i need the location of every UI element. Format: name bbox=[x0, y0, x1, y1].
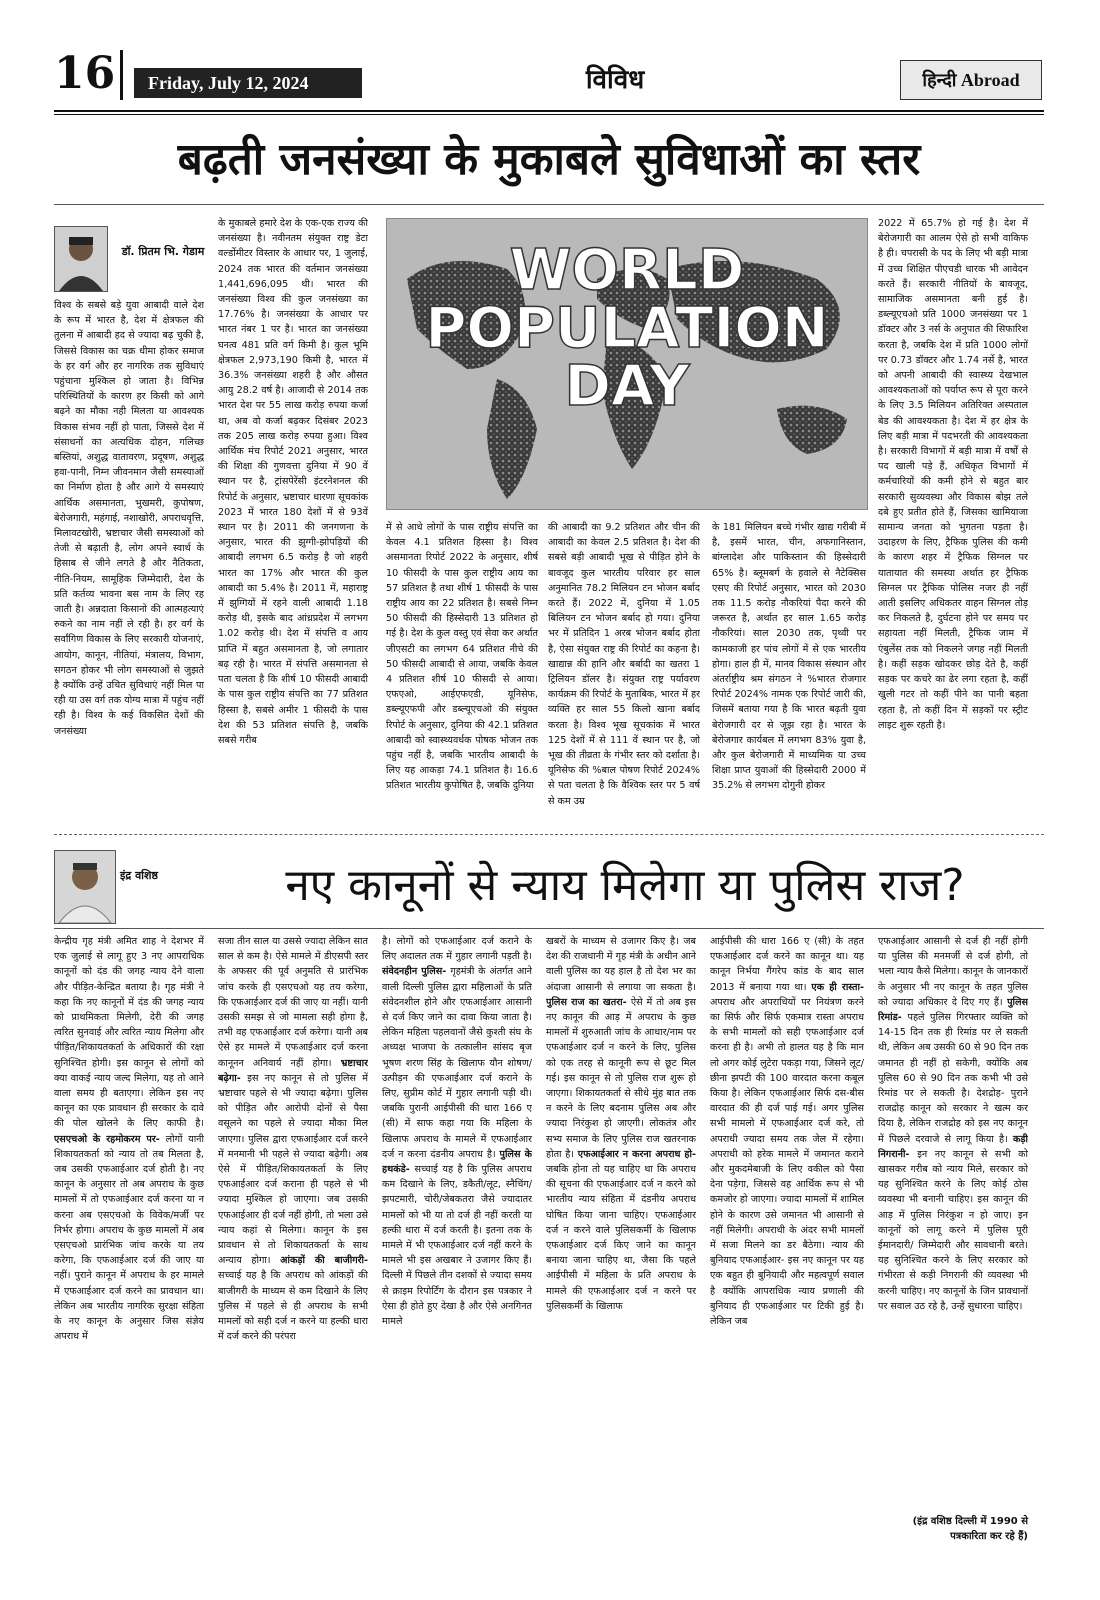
body-text: जबकि होना तो यह चाहिए था कि अपराध की सूचना की एफआईआर दर्ज न करने को भारतीय न्याय संहिता में दंडनीय अपराध घोषित किया जाना चाहिए। एफआईआर दर्ज न करने वाले पुलिसकर्मी के खिलाफ एफआईआर दर्ज किए जाने का कानून बनाया जाना चाहिए था, जैसा कि पहले आईपीसी में महिला के प्रति अपराध के मामले की एफआईआर दर्ज न करने पर पुलिसकर्मी के खिलाफ bbox=[546, 1164, 696, 1312]
body-text: ऐसे में तो अब इस नए कानून की आड़ में अपराध के कुछ मामलों में शुरुआती जांच के आधार/नाम पर एफआईआर दर्ज न करने के लिए, पुलिस को एक तरह से कानूनी रूप से छूट मिल गई। इस कानून से तो पुलिस राज शुरू हो जाएगा। शिकायतकर्ता से सीधे मुंह बात तक न करने के लिए बदनाम पुलिस अब और ज्यादा निरंकुश हो जाएगी। लोकतंत्र और सभ्य समाज के लिए पुलिस राज खतरनाक होता है। bbox=[546, 996, 696, 1160]
article2-column-1 bbox=[54, 934, 204, 1546]
page-number: 16 bbox=[54, 48, 116, 99]
article2-column-6 bbox=[878, 934, 1028, 1509]
body-text: सच्चाई यह है कि अपराध को आंकड़ों की बाजीगरी के माध्यम से कम दिखाने के लिए पुलिस में पहले से ही अपराध के सभी मामलों को सही दर्ज न करने या हल्की धारा में दर्ज करने की परंपरा bbox=[218, 1270, 368, 1343]
article2-column-text bbox=[54, 934, 204, 1344]
article2-headline: नए कानूनों से न्याय मिलेगा या पुलिस राज? bbox=[285, 860, 965, 911]
body-text: केन्द्रीय गृह मंत्री अमित शाह ने देशभर में एक जुलाई से लागू हुए 3 नए आपराधिक कानूनों को दंड की जगह न्याय देने वाला और पीड़ित-केन्द्रित बताया है। गृह मंत्री ने कहा कि नए कानूनों में दंड की जगह न्याय को प्राथमिकता मिलेगी, देरी की जगह त्वरित सुनवाई और त्वरित न्याय मिलेगा और पीड़ित/शिकायतकर्ता के अधिकारों की रक्षा सुनिश्चित होगी। इस कानून से लोगों को क्या वाकई न्याय जल्द मिलेगा, यह तो आने वाला समय ही बताएगा। लेकिन इस नए कानून का एक प्रावधान ही सरकार के दावे की पोल खोलने के लिए काफी है। bbox=[54, 936, 204, 1130]
article1-col3-text: में से आधे लोगों के पास राष्ट्रीय संपत्ति का केवल 4.1 प्रतिशत हिस्सा है। विश्व असमानता रिपोर्ट 2022 के अनुसार, शीर्ष 10 फीसदी के पास कुल राष्ट्रीय आय का 57 प्रतिशत है तथा शीर्ष 1 फीसदी के पास राष्ट्रीय आय का 22 प्रतिशत है। सबसे निम्न 50 फीसदी की हिस्सेदारी 13 प्रतिशत हो गई है। देश के कुल वस्तु एवं सेवा कर अर्थात जीएसटी का लगभग 64 प्रतिशत नीचे की 50 फीसदी आबादी से आया, जबकि केवल 4 प्रतिशत शीर्ष 10 फीसदी से आया। एफएओ, आईएफएडी, यूनिसेफ, डब्ल्यूएफपी और डब्ल्यूएचओ की संयुक्त रिपोर्ट के अनुसार, दुनिया की 42.1 प्रतिशत आबादी को स्वास्थ्यवर्धक पोषक भोजन तक पहुंच नहीं है, जबकि भारतीय आबादी के लिए यह आकड़ा 74.1 प्रतिशत है। 16.6 प्रतिशत भारतीय कुपोषित है, जबकि दुनिया bbox=[386, 522, 538, 792]
article1-col1-text: विश्व के सबसे बड़े युवा आबादी वाले देश के रूप में भारत है, देश में क्षेत्रफल की तुलना में आबादी हद से ज्यादा बढ़ चुकी है, जिससे विकास का चक्र धीमा होकर समाज के हर वर्ग और हर नागरिक तक सुविधाएं पहुंचाना मुश्किल हो जाता है। विभिन्न परिस्थितियों के कारण हर किसी को आगे बढ़ने का मौका नही मिलता या आवश्यक विकास संभव नहीं हो पाता, जिससे देश में संसाधनों का अत्यधिक दोहन, गलिच्छ बस्तियां, अशुद्ध वातावरण, प्रदूषण, अशुद्ध हवा-पानी, निम्न जीवनमान जैसी समस्याओं का निर्माण होता है और आगे ये समस्याएं आर्थिक असमानता, भुखमरी, कुपोषण, बेरोजगारी, महंगाई, नशाखोरी, अपराधवृत्ति, मिलावटखोरी, भ्रष्टाचार जैसी समस्याओं को तेजी से बढ़ाती है, लोग अपने स्वार्थ के हिसाब से जीने लगते है और नैतिकता, नीति-नियम, सामूहिक जिम्मेदारी, देश के प्रति कर्तव्य भावना बस नाम के लिए रह जाती है। अन्नदाता किसानो की आत्महत्याएं रुकने का नाम नहीं ले रही है। हर वर्ग के सर्वांगिण विकास के लिए सरकारी योजनाएं, आयोग, कानून, नीतियां, मंत्रालय, विभाग, सगठन होकर भी लोग समस्याओं से जुझते है क्योंकि उन्हें उचित सुविधाएं नहीं मिल पा रही या उस वर्ग तक योग्य मात्रा में पहुंच नहीं रही है। विश्व के कई विकसित देशों की जनसंख्या bbox=[54, 300, 204, 737]
section-divider bbox=[54, 834, 1044, 835]
subheading: संवेदनहीन पुलिस- bbox=[382, 966, 451, 978]
article2-column-text bbox=[218, 934, 368, 1344]
body-text: अपराध और अपराधियों पर नियंत्रण करने का सिर्फ और सिर्फ एकमात्र रास्ता अपराध के सभी मामलों को सही एफआईआर दर्ज करना ही है। अभी तो हालत यह है कि मान लो अगर कोई लुटेरा पकड़ा गया, जिसने लूट/छीना झपटी की 100 वारदात करना कबूल किया है। लेकिन एफआईआर सिर्फ दस-बीस वारदात की ही दर्ज पाई गई। अगर पुलिस सभी मामलो में एफआईआर दर्ज करे, तो अपराधी ज्यादा समय तक जेल में रहेगा। अपराधी को हरेक मामले में जमानत कराने और मुकदमेबाजी के लिए वकील को पैसा देना पड़ेगा, जिससे वह आर्थिक रूप से भी कमजोर हो जाएगा। ज्यादा मामलों में शामिल होने के कारण उसे जमानत भी आसानी से नहीं मिलेगी। अपराधी के अंदर सभी मामलों में सजा मिलने का डर बैठेगा। न्याय की बुनियाद एफआईआर- इस नए कानून पर यह एक बहुत ही बुनियादी और महत्वपूर्ण सवाल है क्योंकि आपराधिक न्याय प्रणाली की बुनियाद ही एफआईआर पर टिकी हुई है। लेकिन जब bbox=[710, 996, 864, 1328]
article2-column-text bbox=[546, 934, 696, 1314]
world-map-graphic bbox=[387, 219, 867, 509]
article1-col4-text: की आबादी का 9.2 प्रतिशत और चीन की आबादी का केवल 2.5 प्रतिशत है। देश की सबसे बड़ी आबादी भूख से पीड़ित होने के बावजूद कुल भारतीय परिवार हर साल अनुमानित 78.2 मिलियन टन भोजन बर्बाद करते हैं। 2022 में, दुनिया में 1.05 बिलियन टन भोजन बर्बाद हो गया। दुनिया भर में प्रतिदिन 1 अरब भोजन बर्बाद होता है, ऐसा संयुक्त राष्ट्र की रिपोर्ट का कहना है। खाद्यान्न की हानि और बर्बादी का खतरा 1 ट्रिलियन डॉलर है। संयुक्त राष्ट्र पर्यावरण कार्यक्रम की रिपोर्ट के मुताबिक, भारत में हर व्यक्ति हर साल 55 किलो खाना बर्बाद करता है। विश्व भूख सूचकांक में भारत 125 देशों में से 111 वें स्थान पर है, जो भूख की तीव्रता के गंभीर स्तर को दर्शाता है। यूनिसेफ की %बाल पोषण रिपोर्ट 2024% से पता चलता है कि वैश्विक स्तर पर 5 वर्ष से कम उम्र bbox=[548, 522, 700, 807]
article1-headline: बढ़ती जनसंख्या के मुकाबले सुविधाओं का स्तर bbox=[177, 134, 921, 185]
body-text: सजा तीन साल या उससे ज्यादा लेकिन सात साल से कम है। ऐसे मामले में डीएसपी स्तर के अफसर की पूर्व अनुमति से प्रारंभिक जांच करके ही एसएचओ यह तय करेगा, कि एफआईआर दर्ज की जाए या नहीं। यानी उसकी समझ से जो मामला सही होगा है, तभी वह एफआईआर दर्ज करेगा। यानी अब ऐसे हर मामले में एफआईआर दर्ज करना कानूनन अनिवार्य नहीं होगा। bbox=[218, 936, 368, 1069]
body-text: पहले पुलिस गिरफ्तार व्यक्ति को 14-15 दिन तक ही रिमांड पर ले सकती थी, लेकिन अब उसकी 60 से 90 दिन तक जमानत ही नहीं हो सकेगी, क्योंकि अब पुलिस 60 से 90 दिन तक कभी भी उसे रिमांड पर ले सकती है। देशद्रोह- पुराने राजद्रोह कानून को सरकार ने खत्म कर दिया है, लेकिन राजद्रोह को इस नए कानून में पिछले दरवाजे से लागू किया है। bbox=[878, 1012, 1028, 1145]
article1-column-3 bbox=[386, 520, 538, 818]
body-text: गृहमंत्री के अंतर्गत आने वाली दिल्ली पुलिस द्वारा महिलाओं के प्रति संवेदनशील होने और एफआईआर आसानी से दर्ज किए जाने का दावा किया जाता है। लेकिन महिला पहलवानों जैसे कुश्ती संघ के अध्यक्ष भाजपा के तत्कालीन सांसद बृज भूषण शरण सिंह के खिलाफ यौन शोषण/ उत्पीड़न की एफआईआर दर्ज कराने के लिए, सुप्रीम कोर्ट में गुहार लगानी पड़ी थी। जबकि पुरानी आईपीसी की धारा 166 ए (सी) में साफ कहा गया कि महिला के खिलाफ अपराध के मामले में एफआईआर दर्ज न करना दंडनीय अपराध है। bbox=[382, 966, 532, 1160]
article2-column-text bbox=[382, 934, 532, 1329]
body-text: इस नए कानून से तो पुलिस में भ्रष्टाचार पहले से भी ज्यादा बढ़ेगा। पुलिस को पीड़ित और आरोपी दोनों से पैसा वसूलने का पहले से ज्यादा मौका मिल जाएगा। पुलिस द्वारा एफआईआर दर्ज करने में मनमानी भी पहले से ज्यादा बढ़ेगी। अब ऐसे में पीड़ित/शिकायतकर्ता के लिए एफआईआर दर्ज कराना ही पहले से भी ज्यादा मुश्किल हो जाएगा। जब उसकी एफआईआर ही दर्ज नहीं होगी, तो भला उसे न्याय कहां से मिलेगा। कानून के इस प्रावधान से तो शिकायतकर्ता के साथ अन्याय होगा। bbox=[218, 1072, 368, 1267]
brand-logo: हिन्दी Abroad bbox=[900, 60, 1042, 100]
section-title: विविध bbox=[585, 65, 645, 95]
article2-column-5 bbox=[710, 934, 864, 1546]
graphic-title-line2: POPULATION bbox=[425, 296, 829, 361]
body-text: आईपीसी की धारा 166 ए (सी) के तहत एफआईआर दर्ज करने का कानून था। यह कानून निर्भया गैंगरेप कांड के बाद साल 2013 में बनाया गया था। bbox=[710, 936, 864, 993]
article1-column-6 bbox=[878, 216, 1028, 818]
article1-rule bbox=[54, 204, 1044, 205]
article1-col2-text: के मुकाबले हमारे देश के एक-एक राज्य की जनसंख्या है। नवीनतम संयुक्त राष्ट्र डेटा वर्ल्डोमीटर विस्तार के आधार पर, 1 जुलाई, 2024 तक भारत की वर्तमान जनसंख्या 1,441,696,095 थी। भारत की जनसंख्या विश्व की कुल जनसंख्या का 17.76% है। जनसंख्या के आधार पर भारत नंबर 1 पर है। भारत का जनसंख्या घनत्व 481 प्रति वर्ग किमी है। कुल भूमि क्षेत्रफल 2,973,190 किमी है, भारत में 36.3% जनसंख्या शहरी है और औसत आयु 28.2 वर्ष है। आजादी से 2014 तक भारत देश पर 55 लाख करोड़ रुपया कर्जा था, अब वो कर्जा बढ़कर दिसंबर 2023 तक 205 लाख करोड़ रुपया हुआ। विश्व आर्थिक मंच रिपोर्ट 2021 अनुसार, भारत की शिक्षा की गुणवत्ता दुनिया में 90 वें स्थान पर है, ट्रांसपेरेंसी इंटरनेशनल की रिपोर्ट के अनुसार, भ्रष्टाचार धारणा सूचकांक 2023 में भारत 180 देशों में से 93वें स्थान पर है। 2011 की जनगणना के अनुसार, भारत की झुग्गी-झोपड़ियों की आबादी लगभग 6.5 करोड़ है जो शहरी भारत का 17% और भारत की कुल आबादी का 5.4% है। 2011 में, महाराष्ट्र में झुग्गियों में रहने वाली आबादी 1.18 करोड़ थी, इसके बाद आंध्रप्रदेश में लगभग 1.02 करोड़ थी। देश में संपत्ति व आय प्राप्ति में बहुत असमानता है, जो लगातार बढ़ रही है। भारत में संपत्ति असमानता से पता चलता है कि शीर्ष 10 फीसदी आबादी के पास कुल राष्ट्रीय संपत्ति का 77 प्रतिशत हिस्सा है, सबसे अमीर 1 फीसदी के पास देश की 53 प्रतिशत संपत्ति है, जबकि सबसे गरीब bbox=[218, 218, 368, 746]
article2-column-text bbox=[878, 934, 1028, 1314]
subheading: पुलिस रिमांड- bbox=[878, 996, 1028, 1024]
article2-column-4 bbox=[546, 934, 696, 1546]
article2-rule bbox=[54, 928, 1044, 929]
body-text: लोगों यानी शिकायतकर्ता को न्याय तो तब मिलता है, जब उसकी एफआईआर दर्ज होती है। नए कानून के अनुसार तो अब अपराध के कुछ मामलों में तो एफआईआर दर्ज करना या न करना अब एसएचओ के विवेक/मर्जी पर निर्भर होगा। अपराध के कुछ मामलों में अब एसएचओ प्रारंभिक जांच करके या तय करेगा, कि एफआईआर दर्ज की जाए या नहीं। पुराने कानून में अपराध के हर मामले में एफआईआर दर्ज करने का प्रावधान था। लेकिन अब भारतीय नागरिक सुरक्षा संहिता के नए कानून के अनुसार जिस संज्ञेय अपराध में bbox=[54, 1133, 204, 1343]
header-divider bbox=[120, 50, 123, 100]
subheading: पुलिस के हथकंडे- bbox=[382, 1148, 532, 1176]
header-rule-thin bbox=[54, 114, 1044, 115]
article1-author-name: डॉ. प्रितम भि. गेडाम bbox=[121, 245, 205, 258]
article2-author-photo bbox=[54, 850, 116, 924]
subheading: कड़ी निगरानी- bbox=[878, 1133, 1028, 1160]
body-text: खबरों के माध्यम से उजागर किए है। जब देश की राजधानी में गृह मंत्री के अधीन आने वाली पुलिस का यह हाल है तो देश भर का अंदाजा आसानी से लगाया जा सकता है। bbox=[546, 936, 696, 993]
issue-date: Friday, July 12, 2024 bbox=[134, 68, 362, 98]
article1-col5-text: के 181 मिलियन बच्चे गंभीर खाद्य गरीबी में है, इसमें भारत, चीन, अफगानिस्तान, बांग्लादेश और पाकिस्तान की हिस्सेदारी 65% है। ब्लूमबर्ग के हवाले से नैटेक्सिस एसए की रिपोर्ट अनुसार, भारत को 2030 तक 11.5 करोड़ नौकरियां पैदा करने की जरूरत है, अर्थात हर साल 1.65 करोड़ नौकरियां। साल 2030 तक, पृथ्वी पर कामकाजी हर पांच लोगों में से एक भारतीय होगा। हाल ही में, मानव विकास संस्थान और अंतर्राष्ट्रीय श्रम संगठन ने %भारत रोजगार रिपोर्ट 2024% नामक एक रिपोर्ट जारी की, जिसमें बताया गया है कि भारत बढ़ती युवा बेरोजगारी दर से जूझ रहा है। भारत के बेरोजगार कार्यबल में लगभग 83% युवा है, और कुल बेरोजगारी में माध्यमिक या उच्च शिक्षा प्राप्त युवाओं की हिस्सेदारी 2000 में 35.2% से लगभग दोगुनी होकर bbox=[712, 522, 866, 792]
body-text: इन नए कानून से सभी को खासकर गरीब को न्याय मिले, सरकार को यह सुनिश्चित करने के लिए कोई ठोस व्यवस्था भी बनानी चाहिए। इस कानून की आड़ में पुलिस निरंकुश न हो जाए। इन कानूनों को लागू करने में पुलिस पूरी ईमानदारी/ जिम्मेदारी और सावधानी बरते। यह सुनिश्चित करने के लिए सरकार को गंभीरता से कड़ी निगरानी की व्यवस्था भी करनी चाहिए। नए कानूनों के जिन प्रावधानों पर सवाल उठ रहे है, उन्हें सुधारना चाहिए। bbox=[878, 1148, 1028, 1312]
article2-column-3 bbox=[382, 934, 532, 1546]
article2-column-text bbox=[710, 934, 864, 1329]
subheading: एसएचओ के रहमोकरम पर- bbox=[54, 1133, 166, 1145]
subheading: आंकड़ों की बाजीगरी- bbox=[280, 1255, 368, 1267]
body-text: सच्चाई यह है कि पुलिस अपराध कम दिखाने के लिए, डकैती/लूट, स्नैचिंग/झपटमारी, चोरी/जेबकतरा जैसे ज्यादातर मामलों को भी या तो दर्ज ही नहीं करती या हल्की धारा में दर्ज करती है। इतना तक के मामले में भी एफआईआर दर्ज नहीं करने के मामले भी इस अखबार ने उजागर किए हैं। दिल्ली में पिछले तीन दशकों से ज्यादा समय से क्राइम रिपोर्टिंग के दौरान इस पत्रकार ने ऐसा ही होते हुए देखा है और ऐसे अनगिनत मामले bbox=[382, 1164, 532, 1328]
article1-author-photo bbox=[54, 226, 108, 292]
article1-column-2 bbox=[218, 216, 368, 818]
article2-column-2 bbox=[218, 934, 368, 1546]
subheading: पुलिस राज का खतरा- bbox=[546, 996, 631, 1008]
article1-col6-text: 2022 में 65.7% हो गई है। देश में बेरोजगारी का आलम ऐसे हो सभी वाकिफ है ही। चपरासी के पद के लिए भी बड़ी मात्रा में उच्च शिक्षित पीएचडी धारक भी आवेदन करते हैं। सरकारी नीतियों के बावजूद, सामाजिक असमानता बनी हुई है। डब्ल्यूएचओ प्रति 1000 जनसंख्या पर 1 डॉक्टर और 3 नर्स के अनुपात की सिफारिश करता है, जबकि देश में प्रति 1000 लोगों पर 0.73 डॉक्टर और 1.74 नर्से है, भारत को अपनी आबादी की स्वास्थ्य देखभाल आवश्यकताओं को पर्याप्त रूप से पूरा करने के लिए 3.5 मिलियन अतिरिक्त अस्पताल बेड की आवश्यकता है। देश में हर क्षेत्र के लिए बड़ी मात्रा में पदभरती की आवश्यकता है। सरकारी विभागों में बड़ी मात्रा में वर्षों से पद खाली पड़े हैं, अधिकृत विभागों में कर्मचारियों की कमी होने से बहुत बार सरकारी सुव्यवस्था और विकास बोझ तले दबे हुए प्रतीत होते हैं, जिसका खामियाजा सामान्य जनता को भुगतना पड़ता है। उदाहरण के लिए, ट्रैफिक पुलिस की कमी के कारण शहर में ट्रैफिक सिग्नल पर यातायात की समस्या अर्थात हर ट्रैफिक सिग्नल पर ट्रैफिक पोलिस नजर ही नहीं आती इसलिए अधिकतर वाहन सिग्नल तोड़ कर निकलते है, दुर्घटना होने पर समय पर सहायता नहीं मिलती, ट्रैफिक जाम में एंबुलेंस तक को निकलने जगह नहीं मिलती है। कहीं सड़क खोदकर छोड़ देते है, कहीं सड़क पर कचरे का ढेर लगा रहता है, कहीं खुली गटर तो कहीं पीने का पानी बहता रहता है, तो कहीं दिन में सड़कों पर स्ट्रीट लाइट शुरू रहती है। bbox=[878, 218, 1028, 731]
header-rule bbox=[54, 110, 1044, 112]
article2-signoff: (इंद्र वशिष्ठ दिल्ली में 1990 से पत्रकारिता कर रहे हैं) bbox=[912, 1516, 1028, 1542]
world-population-day-image bbox=[386, 218, 868, 510]
article1-column-5 bbox=[712, 520, 866, 818]
subheading: एफआईआर न करना अपराध हो- bbox=[577, 1148, 696, 1160]
body-text: है। लोगों को एफआईआर दर्ज कराने के लिए अदालत तक में गुहार लगानी पड़ती है। bbox=[382, 936, 532, 963]
article1-column-4 bbox=[548, 520, 700, 818]
graphic-title-line3: DAY bbox=[564, 354, 690, 419]
article2-author-name: इंद्र वशिष्ठ bbox=[120, 869, 158, 882]
body-text: एफआईआर आसानी से दर्ज ही नहीं होगी या पुलिस की मनमर्जी से दर्ज होगी, तो भला न्याय कैसे मिलेगा। कानून के जानकारों के अनुसार भी नए कानून के तहत पुलिस को ज्यादा अधिकार दे दिए गए हैं। bbox=[878, 936, 1028, 1008]
subheading: एक ही रास्ता- bbox=[811, 981, 864, 993]
graphic-title-line1: WORLD bbox=[509, 238, 745, 303]
article1-column-1 bbox=[54, 298, 204, 818]
subheading: भ्रष्टाचार बढ़ेगा- bbox=[218, 1057, 368, 1084]
